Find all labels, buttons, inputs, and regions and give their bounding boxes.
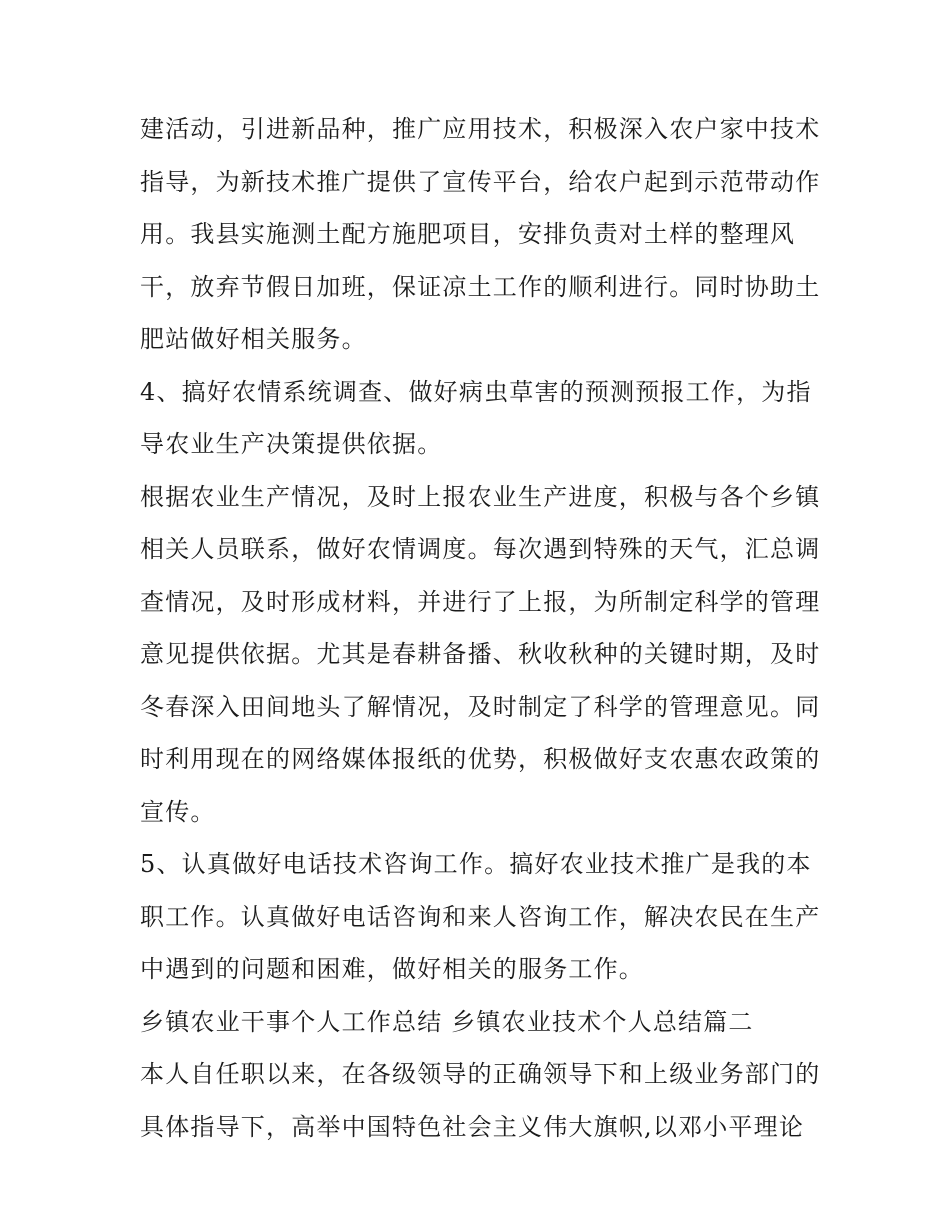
text-line: 意见提供依据。尤其是春耕备播、秋收秋种的关键时期，及时 [140,640,820,668]
text-line: 建活动，引进新品种，推广应用技术，积极深入农户家中技术 [140,115,820,143]
text-line: 宣传。 [140,797,216,826]
text-line: 肥站做好相关服务。 [140,325,367,353]
section-heading-4: 4、搞好农情系统调查、做好病虫草害的预测预报工作，为指 [140,377,812,406]
text-line: 干，放弃节假日加班，保证凉土工作的顺利进行。同时协助土 [140,272,820,301]
article-title: 乡镇农业干事个人工作总结 乡镇农业技术个人总结篇二 [140,1007,754,1036]
text-line: 用。我县实施测土配方施肥项目，安排负责对土样的整理风 [140,220,796,248]
text-line: 查情况，及时形成材料，并进行了上报，为所制定科学的管理 [140,587,820,616]
text-line: 导农业生产决策提供依据。 [140,430,443,458]
text-line: 冬春深入田间地头了解情况，及时制定了科学的管理意见。同 [140,692,820,721]
text-line: 本人自任职以来，在各级领导的正确领导下和上级业务部门的 [140,1060,820,1088]
section-heading-5: 5、认真做好电话技术咨询工作。搞好农业技术推广是我的本 [140,850,812,878]
text-line: 相关人员联系，做好农情调度。每次遇到特殊的天气，汇总调 [140,535,820,563]
text-line: 具体指导下，高举中国特色社会主义伟大旗帜,以邓小平理论 [140,1112,805,1141]
document-body [140,103,820,1153]
text-line: 中遇到的问题和困难，做好相关的服务工作。 [140,955,644,983]
text-line: 指导，为新技术推广提供了宣传平台，给农户起到示范带动作 [140,167,820,196]
text-line: 职工作。认真做好电话咨询和来人咨询工作，解决农民在生产 [140,902,820,931]
text-line: 时利用现在的网络媒体报纸的优势，积极做好支农惠农政策的 [140,745,820,773]
text-line: 根据农业生产情况，及时上报农业生产进度，积极与各个乡镇 [140,482,820,511]
